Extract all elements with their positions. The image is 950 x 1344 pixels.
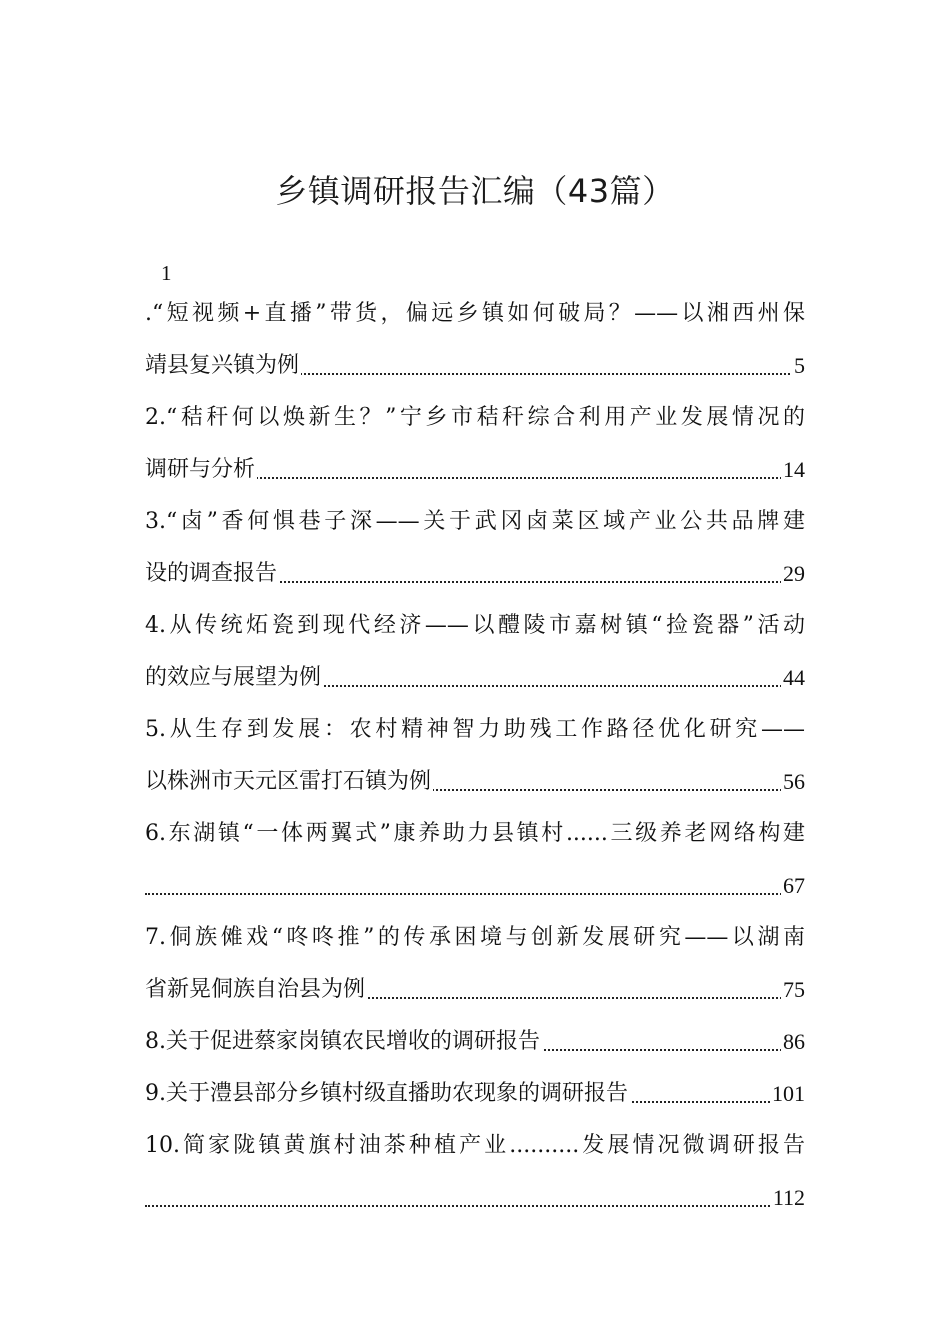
toc-entry-line <box>145 340 805 392</box>
toc-entry-line <box>145 964 805 1016</box>
toc-page-number: 5 <box>792 340 805 392</box>
toc-entry[interactable] <box>145 808 805 912</box>
toc-page-number: 112 <box>771 1172 805 1224</box>
toc-entry-line <box>145 1172 805 1224</box>
toc-page-number: 101 <box>770 1068 805 1120</box>
toc-entry-title: 8.关于促进蔡家岗镇农民增收的调研报告 <box>145 1029 540 1054</box>
toc-page-number: 44 <box>781 652 805 704</box>
toc-entry[interactable] <box>145 1120 805 1224</box>
toc-entry-title-line: 6.东湖镇“一体两翼式”康养助力县镇村......三级养老网络构建 <box>145 821 805 846</box>
toc-entry[interactable] <box>145 704 805 808</box>
toc-entry-title-line: .“短视频+直播”带货，偏远乡镇如何破局？——以湘西州保 <box>145 301 805 326</box>
toc-entry-title-continued: 以株洲市天元区雷打石镇为例 <box>145 769 432 794</box>
toc-entry[interactable] <box>145 1068 805 1120</box>
toc-entry-title-line: 4.从传统炻瓷到现代经济——以醴陵市嘉树镇“捡瓷器”活动 <box>145 613 805 638</box>
toc-entry-title-line: 10.简家陇镇黄旗村油茶种植产业..........发展情况微调研报告 <box>145 1133 805 1158</box>
toc-entry-line <box>145 860 805 912</box>
toc-entry-line <box>145 1016 805 1068</box>
toc-entry-line <box>145 548 805 600</box>
toc-entry-title-line: 2.“秸秆何以焕新生？”宁乡市秸秆综合利用产业发展情况的 <box>145 405 805 430</box>
toc-entry-title-continued: 调研与分析 <box>145 457 256 482</box>
toc-entry[interactable] <box>145 392 805 496</box>
toc-first-number: 1 <box>161 261 172 285</box>
table-of-contents <box>145 258 805 1224</box>
toc-entry-title-continued: 靖县复兴镇为例 <box>145 353 300 378</box>
toc-entry-title: 9.关于澧县部分乡镇村级直播助农现象的调研报告 <box>145 1081 628 1106</box>
toc-entry[interactable] <box>145 496 805 600</box>
toc-entry-title-continued: 的效应与展望为例 <box>145 665 322 690</box>
toc-entry[interactable] <box>145 1016 805 1068</box>
toc-entry-line <box>145 756 805 808</box>
toc-page-number: 56 <box>781 756 805 808</box>
toc-entry[interactable] <box>145 912 805 1016</box>
toc-entry-title-continued: 省新晃侗族自治县为例 <box>145 977 366 1002</box>
toc-page-number: 67 <box>781 860 805 912</box>
leader-dots <box>145 893 805 895</box>
toc-page-number: 14 <box>781 444 805 496</box>
toc-entries <box>145 288 805 1224</box>
toc-entry-title-continued: 设的调查报告 <box>145 561 278 586</box>
toc-entry-title-line: 3.“卤”香何惧巷子深——关于武冈卤菜区域产业公共品牌建 <box>145 509 805 534</box>
toc-entry[interactable] <box>145 288 805 392</box>
toc-entry-line <box>145 1068 805 1120</box>
toc-entry[interactable] <box>145 600 805 704</box>
toc-entry-title-line: 7.侗族傩戏“咚咚推”的传承困境与创新发展研究——以湖南 <box>145 925 805 950</box>
leader-dots <box>145 1205 805 1207</box>
toc-page-number: 29 <box>781 548 805 600</box>
document-title: 乡镇调研报告汇编（43篇） <box>275 172 675 210</box>
toc-entry-line <box>145 652 805 704</box>
toc-page-number: 75 <box>781 964 805 1016</box>
toc-entry-line <box>145 444 805 496</box>
toc-entry-title-line: 5.从生存到发展：农村精神智力助残工作路径优化研究—— <box>145 717 805 742</box>
toc-page-number: 86 <box>781 1016 805 1068</box>
